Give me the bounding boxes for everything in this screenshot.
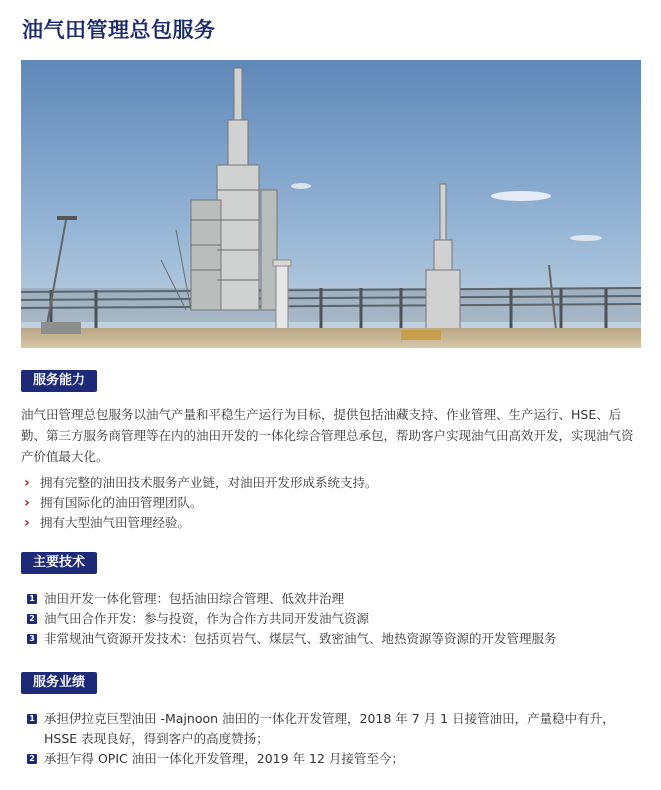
list-item: 1 油田开发一体化管理：包括油田综合管理、低效井治理 xyxy=(27,589,647,609)
number-badge: 2 xyxy=(27,614,37,624)
capability-bullet-list xyxy=(24,473,378,533)
list-item: 1 承担伊拉克巨型油田 -Majnoon 油田的一体化开发管理，2018 年 7 月 1 日接管油田，产量稳中有升，HSSE 表现良好，得到客户的高度赞扬； xyxy=(27,709,647,749)
capability-paragraph: 油气田管理总包服务以油气产量和平稳生产运行为目标，提供包括油藏支持、作业管理、生产运行、HSE、后勤、第三方服务商管理等在内的油田开发的一体化综合管理总承包，帮助客户实现油气田高效开发，实现油气资产价值最大化。 xyxy=(21,407,634,464)
number-badge: 1 xyxy=(27,714,37,724)
chevron-right-icon: › xyxy=(24,495,30,511)
list-item: 2 油气田合作开发：参与投资，作为合作方共同开发油气资源 xyxy=(27,609,647,629)
section-heading-performance: 服务业绩 xyxy=(21,672,97,694)
oilfield-photo xyxy=(21,60,641,348)
number-badge: 1 xyxy=(27,594,37,604)
number-badge: 3 xyxy=(27,634,37,644)
list-item: › 拥有大型油气田管理经验。 xyxy=(24,515,191,531)
list-item: › 拥有国际化的油田管理团队。 xyxy=(24,495,203,511)
section-heading-capability: 服务能力 xyxy=(21,370,97,392)
technology-list xyxy=(27,589,647,649)
chevron-right-icon: › xyxy=(24,475,30,491)
number-badge: 2 xyxy=(27,754,37,764)
list-item: 2 承担乍得 OPIC 油田一体化开发管理，2019 年 12 月接管至今； xyxy=(27,749,647,769)
list-item: 3 非常规油气资源开发技术：包括页岩气、煤层气、致密油气、地热资源等资源的开发管理服务 xyxy=(27,629,647,649)
performance-list xyxy=(27,709,647,769)
section-heading-technology: 主要技术 xyxy=(21,552,97,574)
page-title: 油气田管理总包服务 xyxy=(22,18,216,42)
chevron-right-icon: › xyxy=(24,515,30,531)
list-item: › 拥有完整的油田技术服务产业链，对油田开发形成系统支持。 xyxy=(24,475,378,491)
